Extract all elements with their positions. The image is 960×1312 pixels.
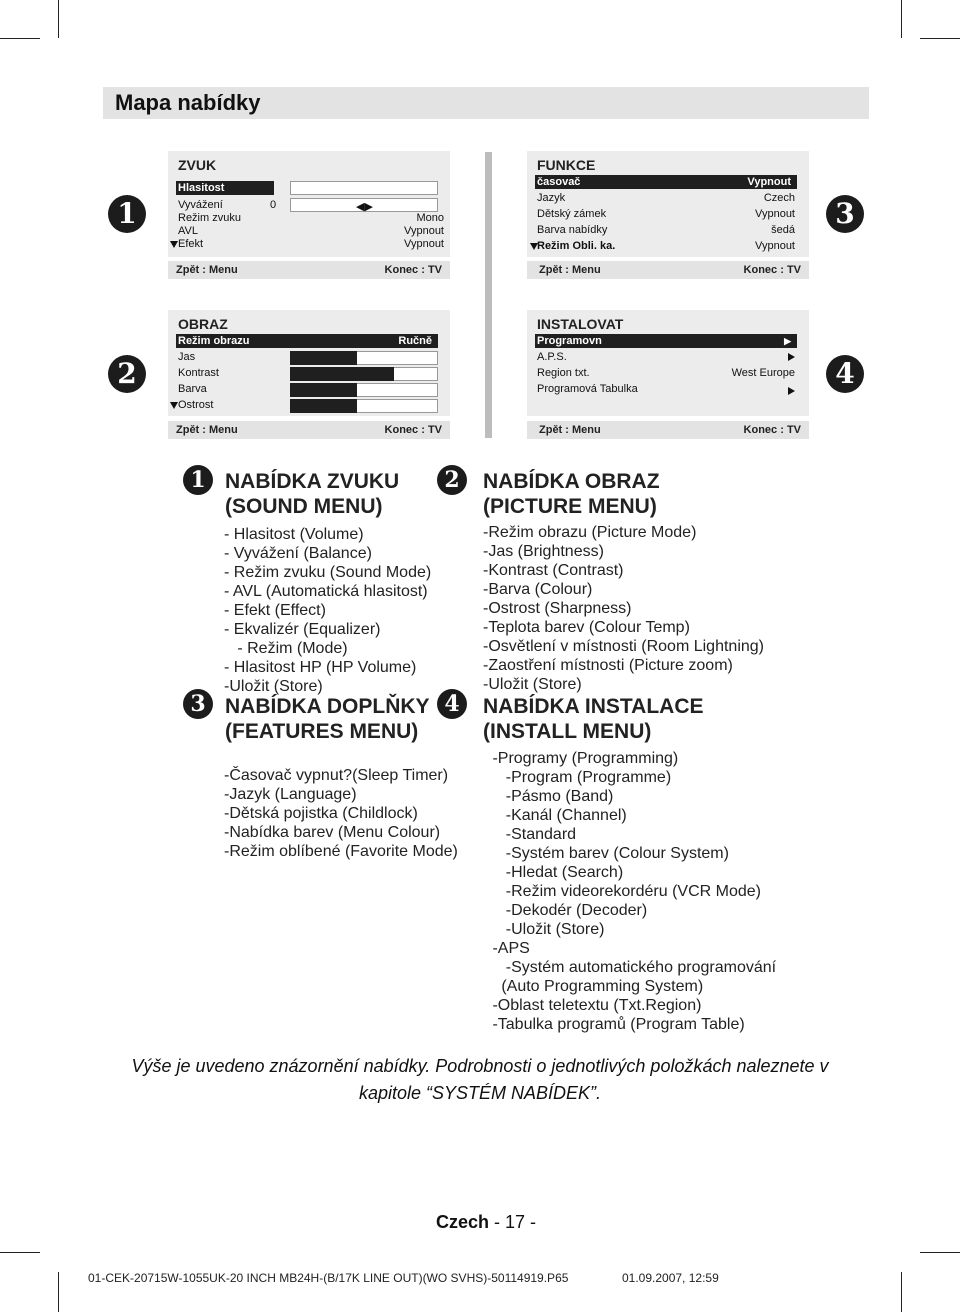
list-item: -Kontrast (Contrast) xyxy=(483,562,624,579)
list-item: -APS xyxy=(488,940,530,957)
picture-menu-subtitle: (PICTURE MENU) xyxy=(483,495,657,518)
footer-filename: 01-CEK-20715W-1055UK-20 INCH MB24H-(B/17K LINE OUT)(WO SVHS)-50114919.P65 xyxy=(88,1271,569,1285)
zvuk-row-label: AVL xyxy=(178,225,198,237)
list-item: -Jazyk (Language) xyxy=(224,786,357,803)
funkce-row-label: Jazyk xyxy=(537,192,566,204)
list-item: -Teplota barev (Colour Temp) xyxy=(483,619,690,636)
note-line-2: kapitole “SYSTÉM NABÍDEK”. xyxy=(358,1083,602,1103)
obraz-row-label: Kontrast xyxy=(178,367,219,379)
list-item: -Časovač vypnut?(Sleep Timer) xyxy=(224,767,449,784)
zvuk-footer xyxy=(168,261,450,279)
volume-bar xyxy=(290,181,438,195)
funkce-highlight-label: časovač xyxy=(537,176,581,188)
zvuk-row-value: Vypnout xyxy=(404,238,444,250)
back-hint: Zpět : Menu xyxy=(539,264,601,276)
obraz-highlight-row[interactable] xyxy=(176,334,438,348)
list-item: - Efekt (Effect) xyxy=(224,602,326,619)
footer-date: 01.09.2007, 12:59 xyxy=(622,1271,719,1285)
balance-value: 0 xyxy=(270,199,277,211)
list-item: -Ostrost (Sharpness) xyxy=(483,600,632,617)
zvuk-row-label: Efekt xyxy=(178,238,204,250)
instalovat-row-label: A.P.S. xyxy=(537,351,567,363)
list-item: -Zaostření místnosti (Picture zoom) xyxy=(483,657,733,674)
contrast-bar-fill xyxy=(290,367,394,381)
exit-hint: Konec : TV xyxy=(384,424,442,436)
zvuk-highlight-row[interactable]: Hlasitost xyxy=(176,181,274,195)
list-item: -Režim oblíbené (Favorite Mode) xyxy=(224,843,458,860)
sound-menu-subtitle: (SOUND MENU) xyxy=(225,495,383,518)
page-title-bar xyxy=(103,87,869,119)
back-hint: Zpět : Menu xyxy=(539,424,601,436)
crop-mark xyxy=(58,0,59,38)
list-item: -Osvětlení v místnosti (Room Lightning) xyxy=(483,638,764,655)
instalovat-row-value: West Europe xyxy=(731,367,795,379)
obraz-row-label: Ostrost xyxy=(178,399,214,411)
badge-1-small: 1 xyxy=(183,465,213,495)
exit-hint: Konec : TV xyxy=(743,424,801,436)
page-number-value: - 17 - xyxy=(494,1212,537,1232)
zvuk-row-value: Vypnout xyxy=(404,225,444,237)
instalovat-highlight-label: Programovn xyxy=(537,335,602,347)
exit-hint: Konec : TV xyxy=(743,264,801,276)
list-item: - Vyvážení (Balance) xyxy=(224,545,372,562)
funkce-row-value: Vypnout xyxy=(755,240,795,252)
list-item: -Nabídka barev (Menu Colour) xyxy=(224,824,441,841)
back-hint: Zpět : Menu xyxy=(176,264,238,276)
crop-mark xyxy=(58,1272,59,1312)
list-item: -Hledat (Search) xyxy=(488,864,624,881)
funkce-footer xyxy=(527,261,809,279)
list-item: -Režim videorekordéru (VCR Mode) xyxy=(488,883,761,900)
instalovat-footer xyxy=(527,421,809,439)
list-item: -Tabulka programů (Program Table) xyxy=(488,1016,745,1033)
funkce-header: FUNKCE xyxy=(537,157,596,173)
list-item: - Hlasitost (Volume) xyxy=(224,526,364,543)
funkce-menu-panel xyxy=(527,151,809,257)
panel-divider xyxy=(485,152,492,438)
crop-mark xyxy=(0,1252,40,1253)
zvuk-menu-panel xyxy=(168,151,450,257)
features-menu-subtitle: (FEATURES MENU) xyxy=(225,720,419,743)
obraz-row-label: Barva xyxy=(178,383,207,395)
submenu-arrow-icon xyxy=(788,387,795,395)
list-item: -Jas (Brightness) xyxy=(483,543,604,560)
instalovat-row-label: Region txt. xyxy=(537,367,590,379)
list-item: -Program (Programme) xyxy=(488,769,672,786)
badge-4-small: 4 xyxy=(437,689,467,719)
badge-4: 4 xyxy=(826,355,864,393)
list-item: -Uložit (Store) xyxy=(224,678,323,695)
list-item: - Režim zvuku (Sound Mode) xyxy=(224,564,432,581)
list-item: -Režim obrazu (Picture Mode) xyxy=(483,524,697,541)
list-item: -Uložit (Store) xyxy=(488,921,605,938)
list-item: (Auto Programming System) xyxy=(488,978,704,995)
list-item: -Barva (Colour) xyxy=(483,581,593,598)
list-item: - Režim (Mode) xyxy=(224,640,348,657)
brightness-bar-fill xyxy=(290,351,357,365)
zvuk-row-value: Mono xyxy=(416,212,444,224)
list-item: -Pásmo (Band) xyxy=(488,788,614,805)
sound-menu-title: NABÍDKA ZVUKU xyxy=(225,470,400,493)
crop-mark xyxy=(901,0,902,38)
funkce-highlight-value: Vypnout xyxy=(747,176,791,188)
install-menu-subtitle: (INSTALL MENU) xyxy=(483,720,652,743)
list-item: - Hlasitost HP (HP Volume) xyxy=(224,659,417,676)
list-item: -Dětská pojistka (Childlock) xyxy=(224,805,418,822)
funkce-row-label: Barva nabídky xyxy=(537,224,608,236)
list-item: -Systém barev (Colour System) xyxy=(488,845,729,862)
obraz-highlight-value: Ručně xyxy=(398,335,432,347)
list-item: -Oblast teletextu (Txt.Region) xyxy=(488,997,702,1014)
list-item: - AVL (Automatická hlasitost) xyxy=(224,583,428,600)
note-line-1: Výše je uvedeno znázornění nabídky. Podrobnosti o jednotlivých položkách naleznete v xyxy=(131,1056,829,1076)
obraz-row-label: Jas xyxy=(178,351,196,363)
badge-2: 2 xyxy=(108,355,146,393)
obraz-footer xyxy=(168,421,450,439)
page-title: Mapa nabídky xyxy=(115,90,261,115)
badge-2-small: 2 xyxy=(437,465,467,495)
funkce-row-value: šedá xyxy=(771,224,795,236)
list-item: - Ekvalizér (Equalizer) xyxy=(224,621,381,638)
instalovat-highlight-row[interactable] xyxy=(535,334,797,348)
instalovat-menu-panel xyxy=(527,310,809,416)
crop-mark xyxy=(920,38,960,39)
list-item: -Dekodér (Decoder) xyxy=(488,902,648,919)
crop-mark xyxy=(920,1252,960,1253)
instalovat-row-label: Programová Tabulka xyxy=(537,383,638,395)
instalovat-header: INSTALOVAT xyxy=(537,316,624,332)
zvuk-row-label: Vyvážení xyxy=(178,199,223,211)
scroll-down-icon xyxy=(170,241,178,248)
colour-bar-fill xyxy=(290,383,357,397)
zvuk-header: ZVUK xyxy=(178,157,217,173)
features-menu-title: NABÍDKA DOPLŇKY xyxy=(225,695,430,718)
crop-mark xyxy=(901,1272,902,1312)
crop-mark xyxy=(0,38,40,39)
funkce-row-value: Vypnout xyxy=(755,208,795,220)
badge-3-small: 3 xyxy=(183,689,213,719)
sharpness-bar-fill xyxy=(290,399,357,413)
picture-menu-title: NABÍDKA OBRAZ xyxy=(483,470,660,493)
obraz-menu-panel xyxy=(168,310,450,416)
scroll-down-icon xyxy=(170,402,178,409)
list-item: -Programy (Programming) xyxy=(488,750,679,767)
badge-1: 1 xyxy=(108,195,146,233)
install-menu-title: NABÍDKA INSTALACE xyxy=(483,695,704,718)
submenu-arrow-icon: ▶ xyxy=(784,336,791,346)
funkce-row-label: Dětský zámek xyxy=(537,208,607,220)
funkce-row-label: Režim Obli. ka. xyxy=(537,240,616,252)
list-item: -Standard xyxy=(488,826,577,843)
obraz-header: OBRAZ xyxy=(178,316,228,332)
balance-arrows-icon: ◀▶ xyxy=(356,201,373,213)
back-hint: Zpět : Menu xyxy=(176,424,238,436)
submenu-arrow-icon xyxy=(788,353,795,361)
funkce-row-value: Czech xyxy=(763,192,795,204)
page-language: Czech xyxy=(436,1212,490,1232)
list-item: -Kanál (Channel) xyxy=(488,807,627,824)
list-item: -Uložit (Store) xyxy=(483,676,582,693)
page-number xyxy=(436,1212,536,1233)
list-item: -Systém automatického programování xyxy=(488,959,777,976)
exit-hint: Konec : TV xyxy=(384,264,442,276)
funkce-highlight-row[interactable] xyxy=(535,175,797,189)
badge-3: 3 xyxy=(826,195,864,233)
zvuk-row-label: Režim zvuku xyxy=(178,212,241,224)
obraz-highlight-label: Režim obrazu xyxy=(178,335,250,347)
